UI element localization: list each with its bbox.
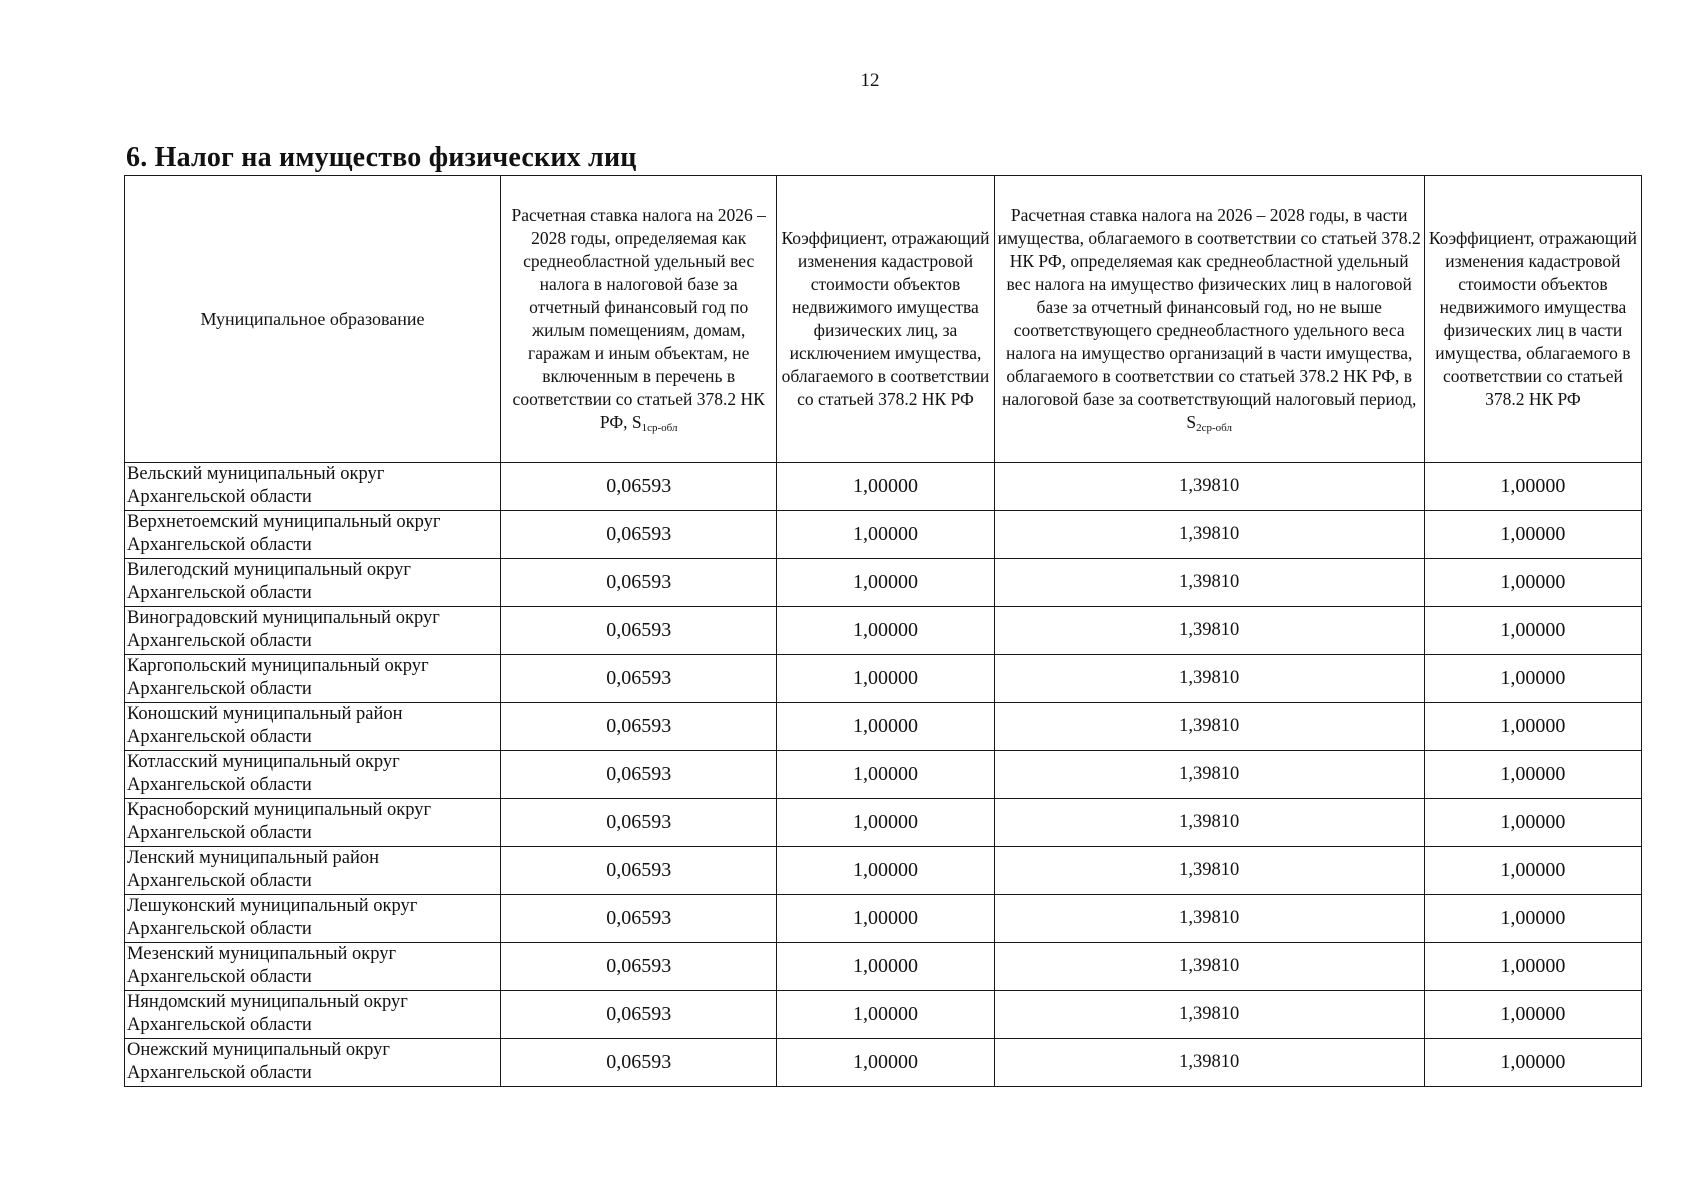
municipality-name: Лешуконский муниципальный округ xyxy=(127,896,418,916)
header-coef1-label: Коэффициент, отражающий изменения кадастровой стоимости объектов недвижимого имущества физических лиц, за исключением имущества, облагаемого в соответствии со статьей 378.2 НК РФ xyxy=(781,228,990,409)
table-row xyxy=(125,1039,1642,1087)
table-row xyxy=(125,943,1642,991)
coef1-cell: 1,00000 xyxy=(777,943,994,991)
municipality-name: Красноборский муниципальный округ xyxy=(127,800,432,820)
coef2-cell: 1,00000 xyxy=(1424,463,1641,511)
municipality-cell xyxy=(125,1039,501,1087)
coef2-cell: 1,00000 xyxy=(1424,1039,1641,1087)
coef2-cell: 1,00000 xyxy=(1424,511,1641,559)
table-row xyxy=(125,511,1642,559)
table-row xyxy=(125,703,1642,751)
tax-rate-table xyxy=(124,175,1642,1087)
table-row xyxy=(125,895,1642,943)
municipality-cell xyxy=(125,991,501,1039)
rate1-cell: 0,06593 xyxy=(500,991,776,1039)
municipality-name: Няндомский муниципальный округ xyxy=(127,992,408,1012)
rate1-cell: 0,06593 xyxy=(500,463,776,511)
coef1-cell: 1,00000 xyxy=(777,559,994,607)
coef1-cell: 1,00000 xyxy=(777,655,994,703)
page-number: 12 xyxy=(860,70,880,91)
municipality-region: Архангельской области xyxy=(127,583,312,603)
rate2-cell: 1,39810 xyxy=(994,895,1424,943)
rate1-cell: 0,06593 xyxy=(500,799,776,847)
rate1-cell: 0,06593 xyxy=(500,559,776,607)
coef1-cell: 1,00000 xyxy=(777,751,994,799)
municipality-region: Архангельской области xyxy=(127,1063,312,1083)
municipality-region: Архангельской области xyxy=(127,487,312,507)
coef2-cell: 1,00000 xyxy=(1424,559,1641,607)
municipality-name: Ленский муниципальный район xyxy=(127,848,380,868)
rate2-cell: 1,39810 xyxy=(994,991,1424,1039)
table-body xyxy=(125,463,1642,1087)
municipality-name: Вилегодский муниципальный округ xyxy=(127,560,412,580)
rate2-cell: 1,39810 xyxy=(994,655,1424,703)
rate2-cell: 1,39810 xyxy=(994,463,1424,511)
coef1-cell: 1,00000 xyxy=(777,703,994,751)
municipality-region: Архангельской области xyxy=(127,919,312,939)
section-title: 6. Налог на имущество физических лиц xyxy=(126,142,637,173)
header-municipality xyxy=(125,176,501,463)
municipality-name: Котласский муниципальный округ xyxy=(127,752,400,772)
municipality-name: Коношский муниципальный район xyxy=(127,704,403,724)
rate1-cell: 0,06593 xyxy=(500,655,776,703)
municipality-cell xyxy=(125,895,501,943)
table-row xyxy=(125,847,1642,895)
table-row xyxy=(125,991,1642,1039)
municipality-cell xyxy=(125,751,501,799)
header-rate1 xyxy=(500,176,776,463)
municipality-name: Верхнетоемский муниципальный округ xyxy=(127,512,441,532)
header-rate1-subscript: 1ср-обл xyxy=(641,422,678,434)
municipality-name: Вельский муниципальный округ xyxy=(127,464,385,484)
table-row xyxy=(125,751,1642,799)
header-rate2 xyxy=(994,176,1424,463)
rate2-cell: 1,39810 xyxy=(994,703,1424,751)
rate1-cell: 0,06593 xyxy=(500,847,776,895)
municipality-region: Архангельской области xyxy=(127,1015,312,1035)
municipality-region: Архангельской области xyxy=(127,823,312,843)
municipality-cell xyxy=(125,847,501,895)
municipality-cell xyxy=(125,463,501,511)
municipality-region: Архангельской области xyxy=(127,727,312,747)
header-municipality-label: Муниципальное образование xyxy=(200,308,425,329)
rate1-cell: 0,06593 xyxy=(500,895,776,943)
header-rate2-label: Расчетная ставка налога на 2026 – 2028 годы, в части имущества, облагаемого в соответствии со статьей 378.2 НК РФ, определяемая как среднеобластной удельный вес налога на имущество физических лиц в налоговой базе за отчетный финансовый год, но не выше соответствующего среднеобластного удельного веса налога на имущество организаций в части имущества, облагаемого в соответствии со статьей 378.2 НК РФ, в налоговой базе за соответствующий налоговый период, S xyxy=(997,205,1421,432)
rate2-cell: 1,39810 xyxy=(994,559,1424,607)
header-coef2 xyxy=(1424,176,1641,463)
municipality-region: Архангельской области xyxy=(127,679,312,699)
rate1-cell: 0,06593 xyxy=(500,943,776,991)
coef2-cell: 1,00000 xyxy=(1424,751,1641,799)
table-row xyxy=(125,799,1642,847)
rate1-cell: 0,06593 xyxy=(500,751,776,799)
header-rate2-subscript: 2ср-обл xyxy=(1196,422,1232,434)
table-row xyxy=(125,607,1642,655)
rate1-cell: 0,06593 xyxy=(500,607,776,655)
rate1-cell: 0,06593 xyxy=(500,511,776,559)
header-coef2-label: Коэффициент, отражающий изменения кадастровой стоимости объектов недвижимого имущества физических лиц в части имущества, облагаемого в соответствии со статьей 378.2 НК РФ xyxy=(1428,228,1637,409)
table-row xyxy=(125,655,1642,703)
rate2-cell: 1,39810 xyxy=(994,943,1424,991)
table-header-row xyxy=(125,176,1642,463)
coef1-cell: 1,00000 xyxy=(777,991,994,1039)
municipality-region: Архангельской области xyxy=(127,775,312,795)
coef1-cell: 1,00000 xyxy=(777,799,994,847)
municipality-cell xyxy=(125,799,501,847)
municipality-cell xyxy=(125,559,501,607)
coef1-cell: 1,00000 xyxy=(777,463,994,511)
municipality-region: Архангельской области xyxy=(127,967,312,987)
coef2-cell: 1,00000 xyxy=(1424,895,1641,943)
coef1-cell: 1,00000 xyxy=(777,895,994,943)
municipality-cell xyxy=(125,607,501,655)
rate1-cell: 0,06593 xyxy=(500,703,776,751)
municipality-cell xyxy=(125,655,501,703)
rate2-cell: 1,39810 xyxy=(994,511,1424,559)
coef1-cell: 1,00000 xyxy=(777,511,994,559)
municipality-cell xyxy=(125,703,501,751)
header-coef1 xyxy=(777,176,994,463)
table-row xyxy=(125,559,1642,607)
municipality-region: Архангельской области xyxy=(127,535,312,555)
rate2-cell: 1,39810 xyxy=(994,607,1424,655)
municipality-cell xyxy=(125,511,501,559)
coef2-cell: 1,00000 xyxy=(1424,703,1641,751)
coef1-cell: 1,00000 xyxy=(777,607,994,655)
municipality-region: Архангельской области xyxy=(127,871,312,891)
coef2-cell: 1,00000 xyxy=(1424,655,1641,703)
municipality-region: Архангельской области xyxy=(127,631,312,651)
rate1-cell: 0,06593 xyxy=(500,1039,776,1087)
municipality-name: Виноградовский муниципальный округ xyxy=(127,608,440,628)
coef1-cell: 1,00000 xyxy=(777,1039,994,1087)
rate2-cell: 1,39810 xyxy=(994,847,1424,895)
coef2-cell: 1,00000 xyxy=(1424,799,1641,847)
municipality-cell xyxy=(125,943,501,991)
header-rate1-label: Расчетная ставка налога на 2026 – 2028 годы, определяемая как среднеобластной удельный вес налога в налоговой базе за отчетный финансовый год по жилым помещениям, домам, гаражам и иным объектам, не включенным в перечень в соответствии со статьей 378.2 НК РФ, S xyxy=(511,205,766,432)
rate2-cell: 1,39810 xyxy=(994,799,1424,847)
rate2-cell: 1,39810 xyxy=(994,751,1424,799)
coef2-cell: 1,00000 xyxy=(1424,943,1641,991)
coef1-cell: 1,00000 xyxy=(777,847,994,895)
coef2-cell: 1,00000 xyxy=(1424,607,1641,655)
municipality-name: Мезенский муниципальный округ xyxy=(127,944,397,964)
municipality-name: Каргопольский муниципальный округ xyxy=(127,656,429,676)
rate2-cell: 1,39810 xyxy=(994,1039,1424,1087)
coef2-cell: 1,00000 xyxy=(1424,991,1641,1039)
municipality-name: Онежский муниципальный округ xyxy=(127,1040,390,1060)
table-row xyxy=(125,463,1642,511)
coef2-cell: 1,00000 xyxy=(1424,847,1641,895)
